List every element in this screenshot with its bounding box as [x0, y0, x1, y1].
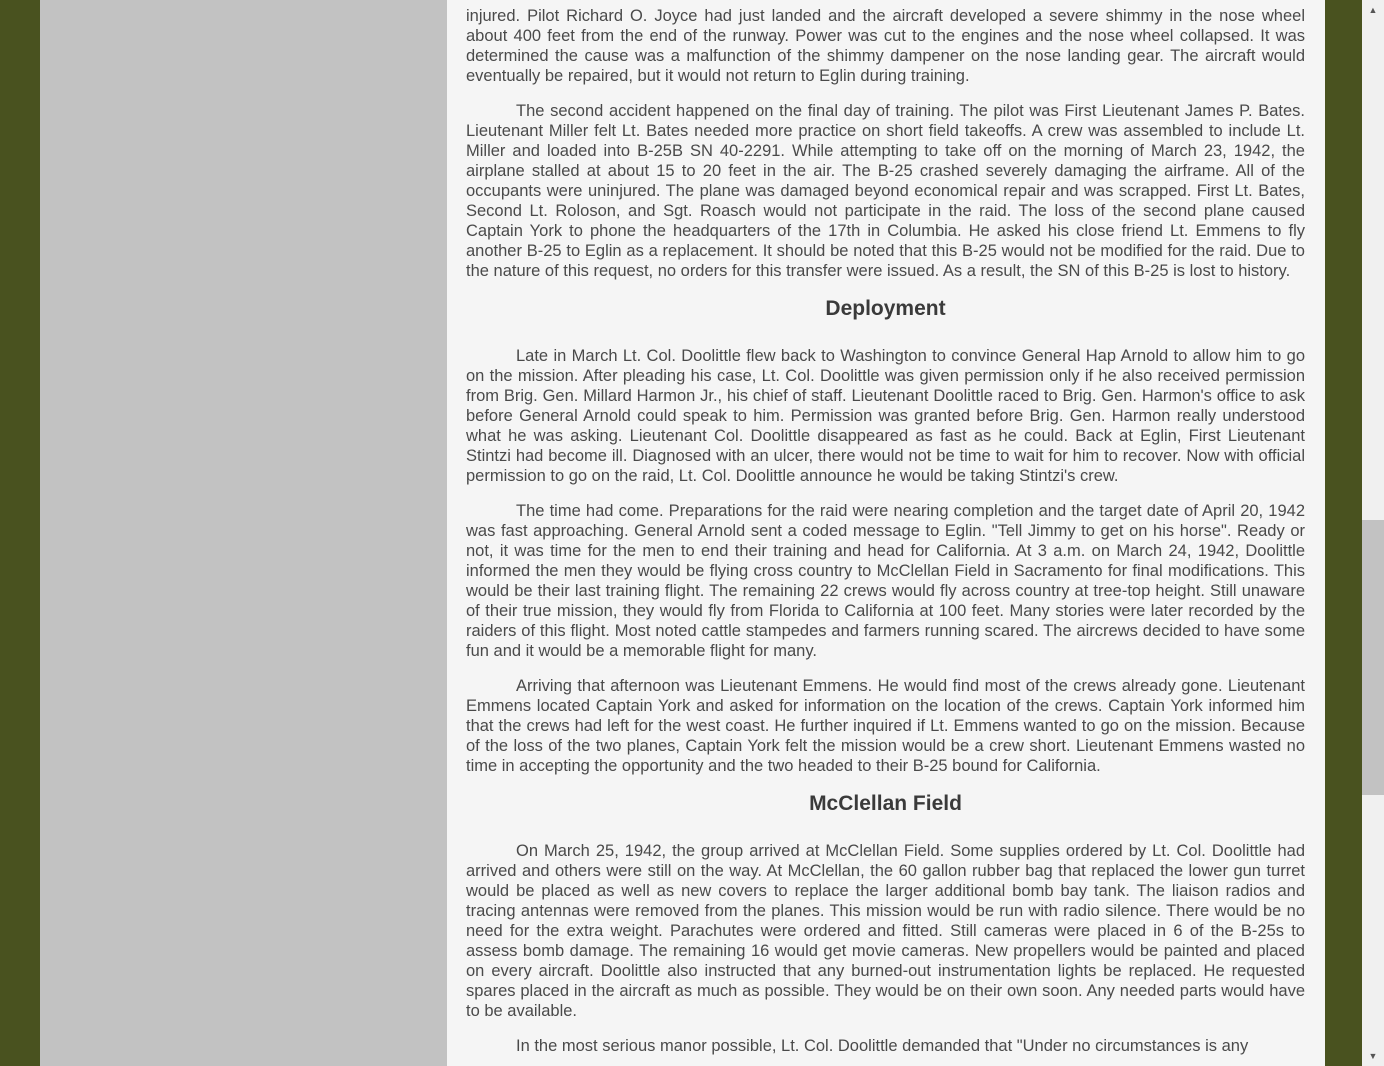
paragraph-top-partial: injured. Pilot Richard O. Joyce had just landed and the aircraft developed a severe shimmy in the nose wheel about 400 feet from the end of the runway. Power was cut to the engines and the nose wheel collapsed. It was determined the cause was a malfunction of the shimmy dampener on the nose landing gear. The aircraft would eventually be repaired, but it would not return to Eglin during training.	[466, 7, 1305, 85]
section-heading-mcclellan-field: McClellan Field	[809, 792, 962, 815]
paragraph: The time had come. Preparations for the raid were nearing completion and the target date of April 20, 1942 was fast approaching. General Arnold sent a coded message to Eglin. "Tell Jimmy to get on his horse". Ready or not, it was time for the men to end their training and head for California. At 3 a.m. on March 24, 1942, Doolittle informed the men they would be flying cross country to McClellan Field in Sacramento for final modifications. This would be their last training flight. The remaining 22 crews would fly across country at tree-top height. Still unaware of their true mission, they would fly from Florida to California at 100 feet. Many stories were later recorded by the raiders of this flight. Most noted cattle stampedes and farmers running scared. The aircrews decided to have some fun and it would be a memorable flight for many.	[466, 502, 1305, 660]
paragraph-bottom-partial: In the most serious manor possible, Lt. Col. Doolittle demanded that "Under no circumstances is any	[516, 1037, 1249, 1055]
paragraph: Arriving that afternoon was Lieutenant Emmens. He would find most of the crews already gone. Lieutenant Emmens located Captain York and asked for information on the location of the crews. Captain York informed him that the crews had left for the west coast. He further inquired if Lt. Emmens wanted to go on the mission. Because of the loss of the two planes, Captain York felt the mission would be a crew short. Lieutenant Emmens wasted no time in accepting the opportunity and the two headed to their B-25 bound for California.	[466, 677, 1305, 775]
paragraph: On March 25, 1942, the group arrived at McClellan Field. Some supplies ordered by Lt. Col. Doolittle had arrived and others were still on the way. At McClellan, the 60 gallon rubber bag that replaced the lower gun turret would be placed as well as new covers to replace the larger additional bomb bay tank. The liaison radios and tracing antennas were removed from the planes. This mission would be run with radio silence. There would be no need for the extra weight. Parachutes were ordered and fitted. Still cameras were placed in 6 of the B-25s to assess bomb damage. The remaining 16 would get movie cameras. New propellers would be painted and placed on every aircraft. Doolittle also instructed that any burned-out instrumentation lights be replaced. He requested spares placed in the aircraft as much as possible. They would be on their own soon. Any needed parts would have to be available.	[466, 842, 1305, 1020]
paragraph: Late in March Lt. Col. Doolittle flew back to Washington to convince General Hap Arnold to allow him to go on the mission. After pleading his case, Lt. Col. Doolittle was given permission only if he also received permission from Brig. Gen. Millard Harmon Jr., his chief of staff. Lieutenant Doolittle raced to Brig. Gen. Harmon's office to ask before General Arnold could speak to him. Permission was granted before Brig. Gen. Harmon really understood what he was asking. Lieutenant Col. Doolittle disappeared as fast as he could. Back at Eglin, First Lieutenant Stintzi had become ill. Diagnosed with an ulcer, there would not be time to wait for him to recover. Now with official permission to go on the raid, Lt. Col. Doolittle announce he would be taking Stintzi's crew.	[466, 347, 1305, 485]
scroll-up-button[interactable]	[1362, 0, 1384, 20]
left-sidebar-panel	[40, 0, 447, 1066]
down-arrow-icon: ▼	[1368, 1050, 1378, 1061]
scrollbar-thumb[interactable]	[1362, 520, 1384, 795]
article-content	[447, 0, 1325, 1066]
paragraph: The second accident happened on the final day of training. The pilot was First Lieutenant James P. Bates. Lieutenant Miller felt Lt. Bates needed more practice on short field takeoffs. A crew was assembled to include Lt. Miller and loaded into B-25B SN 40-2291. While attempting to take off on the morning of March 23, 1942, the airplane stalled at about 15 to 20 feet in the air. The B-25 crashed severely damaging the airframe. All of the occupants were uninjured. The plane was damaged beyond economical repair and was scrapped. First Lt. Bates, Second Lt. Roloson, and Sgt. Roasch would not participate in the raid. The loss of the second plane caused Captain York to phone the headquarters of the 17th in Columbia. He asked his close friend Lt. Emmens to fly another B-25 to Eglin as a replacement. It should be noted that this B-25 would not be modified for the raid. Due to the nature of this request, no orders for this transfer were issued. As a result, the SN of this B-25 is lost to history.	[466, 102, 1305, 280]
up-arrow-icon: ▲	[1368, 4, 1378, 15]
vertical-scrollbar[interactable]	[1362, 0, 1384, 1066]
scroll-down-button[interactable]	[1362, 1046, 1384, 1066]
section-heading-deployment: Deployment	[825, 297, 946, 320]
